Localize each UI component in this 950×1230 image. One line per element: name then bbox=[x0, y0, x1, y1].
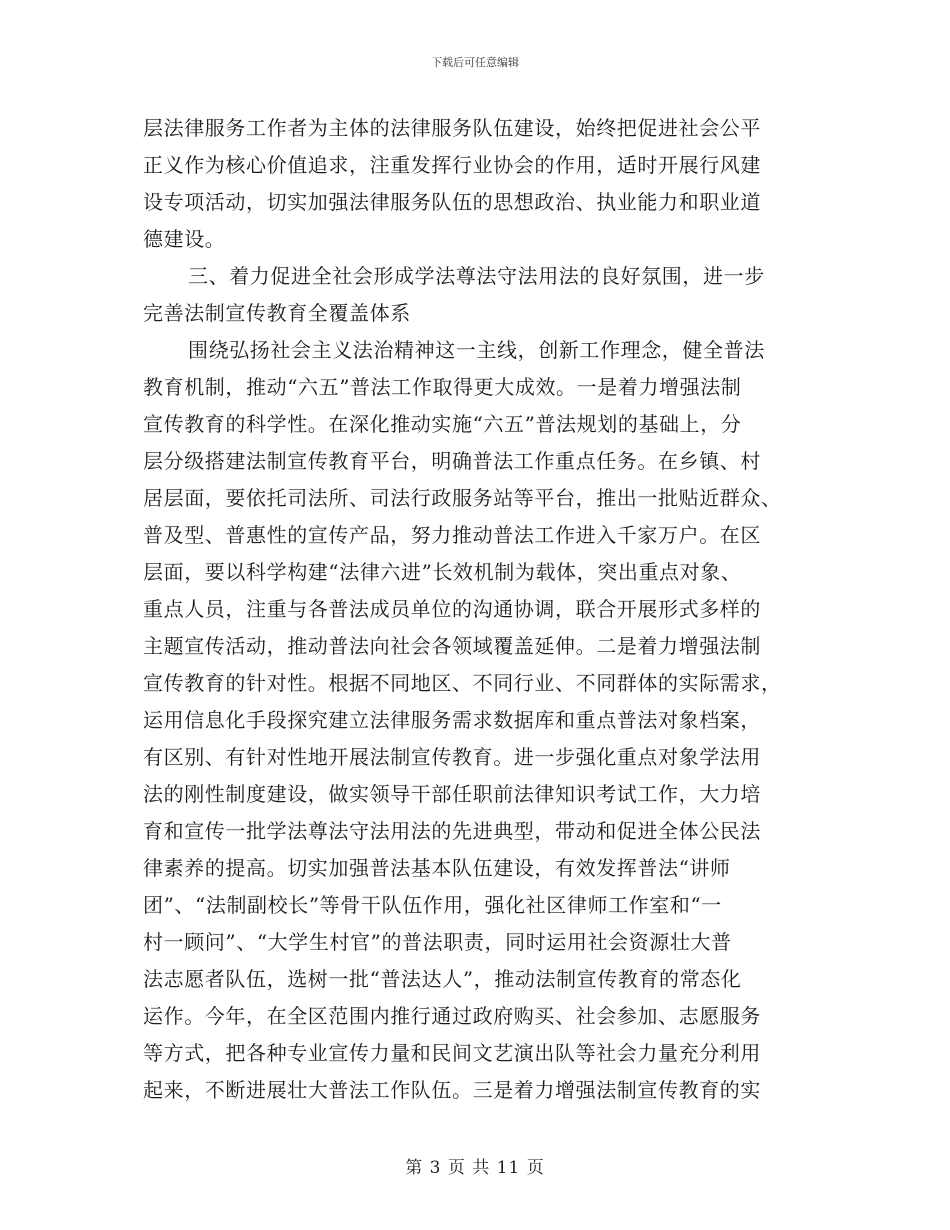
text-line: 正义作为核心价值追求，注重发挥行业协会的作用，适时开展行风建 bbox=[143, 153, 761, 177]
text-line: 主题宣传活动，推动普法向社会各领域覆盖延伸。二是着力增强法制 bbox=[143, 634, 761, 658]
text-line: 运作。今年，在全区范围内推行通过政府购买、社会参加、志愿服务 bbox=[143, 1004, 761, 1028]
text-line: 运用信息化手段探究建立法律服务需求数据库和重点普法对象档案， bbox=[143, 708, 761, 732]
text-line: 重点人员，注重与各普法成员单位的沟通协调，联合开展形式多样的 bbox=[143, 597, 761, 621]
text-line: 教育机制，推动“六五”普法工作取得更大成效。一是着力增强法制 bbox=[143, 375, 742, 399]
text-line: 德建设。 bbox=[143, 227, 226, 251]
text-line: 起来，不断进展壮大普法工作队伍。三是着力增强法制宣传教育的实 bbox=[143, 1078, 761, 1102]
text-line: 层分级搭建法制宣传教育平台，明确普法工作重点任务。在乡镇、村 bbox=[143, 449, 761, 473]
text-line: 层法律服务工作者为主体的法律服务队伍建设，始终把促进社会公平 bbox=[143, 116, 761, 140]
page-header: 下载后可任意编辑 bbox=[431, 56, 519, 69]
body-text bbox=[143, 110, 803, 1109]
text-line: 层面，要以科学构建“法律六进”长效机制为载体，突出重点对象、 bbox=[143, 560, 742, 584]
text-line: 律素养的提高。切实加强普法基本队伍建设，有效发挥普法“讲师 bbox=[143, 856, 731, 880]
text-line: 法的刚性制度建设，做实领导干部任职前法律知识考试工作，大力培 bbox=[143, 782, 761, 806]
text-line: 育和宣传一批学法尊法守法用法的先进典型，带动和促进全体公民法 bbox=[143, 819, 761, 843]
section-heading-line: 三、着力促进全社会形成学法尊法守法用法的良好氛围，进一步 bbox=[188, 264, 765, 288]
text-line: 宣传教育的科学性。在深化推动实施“六五”普法规划的基础上，分 bbox=[143, 412, 742, 436]
section-heading-line: 完善法制宣传教育全覆盖体系 bbox=[143, 301, 411, 325]
text-line: 普及型、普惠性的宣传产品，努力推动普法工作进入千家万户。在区 bbox=[143, 523, 761, 547]
text-line: 团”、“法制副校长”等骨干队伍作用，强化社区律师工作室和“一 bbox=[143, 893, 722, 917]
page-number-footer: 第 3 页 共 11 页 bbox=[405, 1158, 545, 1178]
text-line: 村一顾问”、“大学生村官”的普法职责，同时运用社会资源壮大普 bbox=[143, 930, 732, 954]
paragraph-first-line: 围绕弘扬社会主义法治精神这一主线，创新工作理念，健全普法 bbox=[188, 338, 765, 362]
text-line: 宣传教育的针对性。根据不同地区、不同行业、不同群体的实际需求， bbox=[143, 671, 782, 695]
text-line: 有区别、有针对性地开展法制宣传教育。进一步强化重点对象学法用 bbox=[143, 745, 761, 769]
text-line: 等方式，把各种专业宣传力量和民间文艺演出队等社会力量充分利用 bbox=[143, 1041, 761, 1065]
text-line: 居层面，要依托司法所、司法行政服务站等平台，推出一批贴近群众、 bbox=[143, 486, 782, 510]
text-line: 法志愿者队伍，选树一批“普法达人”，推动法制宣传教育的常态化 bbox=[143, 967, 742, 991]
text-line: 设专项活动，切实加强法律服务队伍的思想政治、执业能力和职业道 bbox=[143, 190, 761, 214]
